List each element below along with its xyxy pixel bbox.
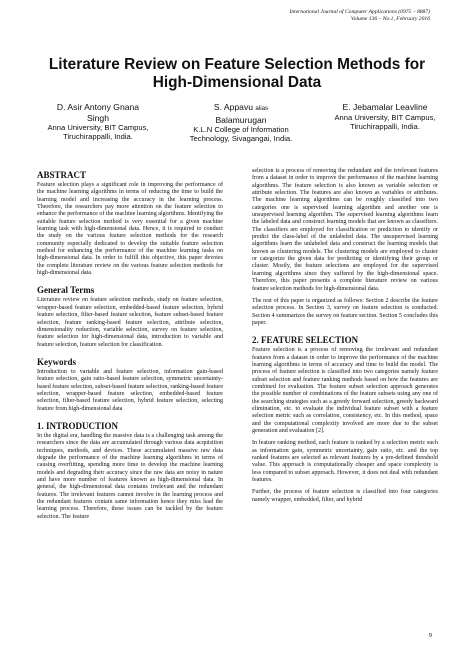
author-2-affiliation [177, 125, 305, 143]
feature-selection-paragraph-1: Feature selection is a process of removing the irrelevant and redundant features from a dataset in order to improve the performance of the machine learning algorithms in terms of accuracy and time to build the model. The process of feature selection is classified into two categories namely feature subset selection and feature ranking methods based on how the features are combined for evaluation. The feature subset selection approach generates the possible number of combinations of the feature subsets using any one of the searching strategies such as a greedy forward selection, greedy backward elimination, etc. to evaluate the individual feature subset with a feature selection metric such as correlation, consistency, etc. In this method, space and the computational complexity involved are more due to the subset generation and evaluation [2]. [252, 347, 438, 434]
page-number: 9 [428, 632, 432, 639]
keywords-text: Introduction to variable and feature selection, information gain-based feature selection, gain ratio-based feature selection, symmetric uncertainty-based feature selection, subset-based feature selection, ranking-based feature selection, wrapper-based feature selection, embedded-based feature selection, filter-based feature selection, hybrid feature selection, selecting feature from high-dimensional data [37, 368, 223, 412]
author-1-name [34, 102, 162, 123]
author-3-name [320, 102, 450, 113]
introduction-text: In the digital era, handling the massive data is a challenging task among the researchers since the data are accumulated through various data acquisition techniques, methods, and devices. These accumulated massive raw data degrade the performance of the machine learning algorithms in terms of causing overfitting, spending more time to develop the machine learning models and degrading their accuracy since the raw data are noisy in nature and have more number of features known as high-dimensional data. In general, the high-dimensional data contains irrelevant and the redundant features. The irrelevant features cannot involve in the learning process and the redundant features contain same information hence they miss lead the learning process. Therefore, these issues can be tackled by the feature selection. The feature [37, 432, 223, 520]
author-3 [320, 102, 450, 143]
feature-selection-paragraph-2: In feature ranking method, each feature is ranked by a selection metric such as information gain, symmetric uncertainty, gain ratio, etc. and the top ranked features are selected as relevant features by a pre-defined threshold value. This approach is computationally cheaper and space complexity is less compared to subset approach. However, it does not deal with redundant features. [252, 440, 438, 484]
left-column [37, 168, 223, 521]
paper-title [30, 56, 444, 92]
author-2-name-line-1: S. Appavu [213, 102, 254, 112]
abstract-heading: ABSTRACT [37, 170, 87, 180]
title-line-1: Literature Review on Feature Selection Methods for [48, 56, 426, 73]
author-1-name-line-1: D. Asir Antony Gnana [56, 102, 140, 112]
author-3-affiliation [320, 113, 450, 131]
journal-volume: Volume 136 – No.1, February 2016 [350, 16, 430, 22]
journal-header [130, 9, 430, 23]
intro-continued-text: selection is a process of removing the redundant and the irrelevant features from a dataset in order to improve the performance of the machine learning algorithms. The feature selection is also known as variable selection or attribute selection. The features are also known as variables or attributes. The machine learning algorithms can be roughly classified into two categories one is supervised learning algorithm and another one is unsupervised learning algorithm. The supervised learning algorithms learn the labeled data and construct learning models that are known as classifiers. The classifiers are employed for classification or prediction to identify or predict the class-label of the unlabeled data. The unsupervised learning algorithms learn the unlabeled data and construct the learning models that known as clustering models. The clustering models are employed to cluster or categorize the given data for predicting or identifying their group or cluster. Mostly, the feature selections are employed for the supervised learning algorithms since they suffered by the high-dimensional space. Therefore, this paper presents a complete literature review on various feature selection methods for high-dimensional data. [252, 168, 438, 292]
right-column [252, 168, 438, 504]
feature-selection-paragraph-3: Further, the process of feature selection is classified into four categories namely wrapper, embedded, filter, and hybrid [252, 489, 438, 503]
author-2-aff-line-1: K.L.N College of Information [193, 125, 289, 134]
author-1-aff-line-2: Tiruchirappalli, India. [63, 132, 133, 141]
author-1 [34, 102, 162, 143]
author-1-aff-line-1: Anna University, BIT Campus, [47, 123, 149, 132]
title-line-2: High-Dimensional Data [152, 74, 322, 91]
author-2 [177, 102, 305, 143]
author-block [34, 102, 450, 143]
author-2-aff-line-2: Technology, Sivagangai, India. [189, 134, 293, 143]
author-3-aff-line-2: Tiruchirappalli, India. [350, 121, 420, 131]
keywords-heading: Keywords [37, 356, 76, 367]
author-2-name [177, 102, 305, 125]
introduction-heading: 1. INTRODUCTION [37, 420, 119, 431]
general-terms-heading: General Terms [37, 285, 95, 296]
author-1-affiliation [34, 123, 162, 141]
author-2-alias: alias [255, 105, 269, 112]
general-terms-text: Literature review on feature selection methods, study on feature selection, wrapper-based feature selection, embedded-based feature selection, hybrid feature selection, filter-based feature selection, feature subset-based feature selection, feature ranking-based feature selection, attribute selection, dimensionality reduction, variable selection, survey on feature selection, feature selection for high-dimensional data, introduction to variable and feature selection, feature selection for classification. [37, 297, 223, 348]
author-1-name-line-2: Singh [87, 112, 109, 123]
author-3-aff-line-1: Anna University, BIT Campus, [334, 112, 436, 122]
paper-organization-text: The rest of this paper is organized as follows: Section 2 describe the feature selection process. In Section 3, survey on feature selection is conducted. Section 4 summarizes the survey on feature section. Section 5 concludes this paper. [252, 297, 438, 326]
feature-selection-heading: 2. FEATURE SELECTION [252, 335, 359, 346]
author-3-name-line-1: E. Jebamalar Leavline [342, 102, 428, 112]
journal-name: International Journal of Computer Applications (0975 – 8887) [289, 9, 430, 15]
author-2-name-line-2: Balamurugan [215, 114, 267, 125]
abstract-text: Feature selection plays a significant role in improving the performance of the machine learning algorithms in terms of reducing the time to build the learning model and increasing the accuracy in the learning process. Therefore, the researchers pay more attention on the feature selection to enhance the performance of the machine learning algorithms. Identifying the suitable feature selection method is very essential for a given machine learning task with high-dimensional data. Hence, it is required to conduct the study on the various feature selection methods for the research community especially dedicated to develop the suitable feature selection method for enhancing the performance of the machine learning tasks on high-dimensional data. In order to fulfill this objective, this paper devotes the complete literature review on the various feature selection methods for high-dimensional data. [37, 182, 223, 277]
